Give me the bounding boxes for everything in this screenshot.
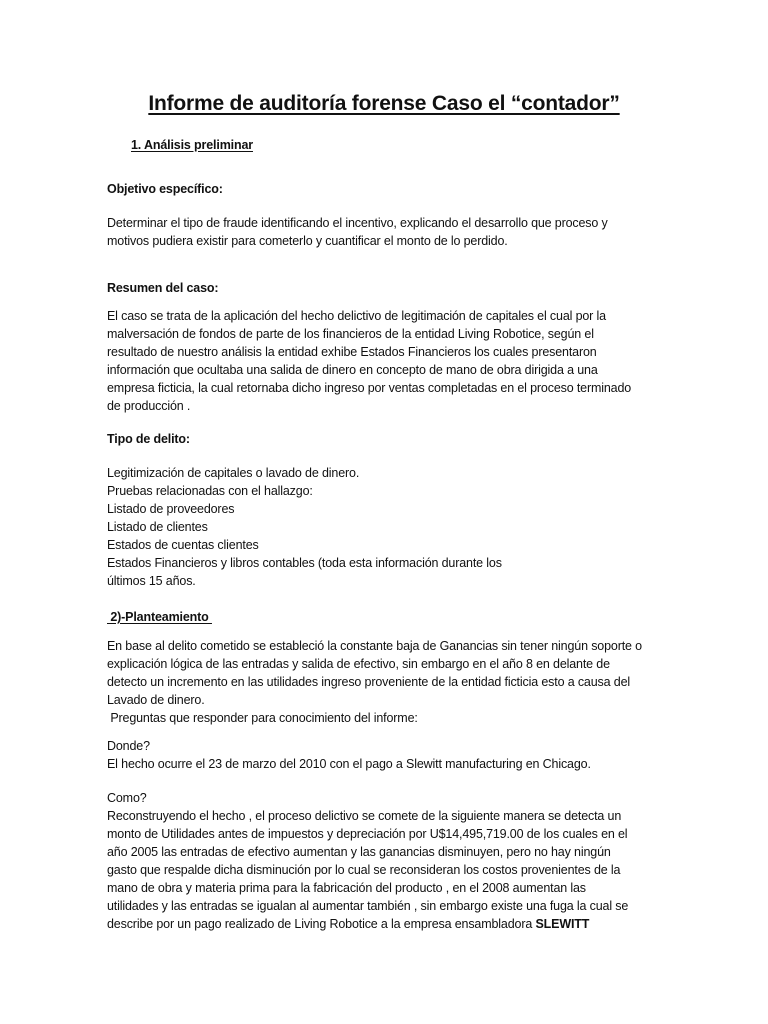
resumen-line: información que ocultaba una salida de dinero en concepto de mano de obra dirigida a una bbox=[107, 363, 598, 377]
section-1-heading: 1. Análisis preliminar bbox=[131, 138, 253, 152]
como-line: utilidades y las entradas se igualan al aumentar también , sin embargo existe una fuga la cual se bbox=[107, 899, 629, 913]
planteamiento-line: Lavado de dinero. bbox=[107, 693, 205, 707]
tipo-delito-list bbox=[107, 464, 682, 590]
como-line: año 2005 las entradas de efectivo aumentan y las ganancias disminuyen, pero no hay ningún bbox=[107, 845, 611, 859]
resumen-line: empresa ficticia, la cual retornaba dicho ingreso por ventas completadas en el proceso terminado bbox=[107, 381, 632, 395]
resumen-line: El caso se trata de la aplicación del hecho delictivo de legitimación de capitales el cual por la bbox=[107, 309, 606, 323]
planteamiento-line: detecto un incremento en las utilidades ingreso proveniente de la entidad ficticia esto a causa del bbox=[107, 675, 630, 689]
objetivo-line: motivos pudiera existir para cometerlo y cuantificar el monto de lo perdido. bbox=[107, 234, 508, 248]
resumen-paragraph bbox=[107, 307, 682, 415]
donde-heading: Donde? bbox=[107, 739, 150, 753]
tipo-delito-line: Listado de proveedores bbox=[107, 502, 235, 516]
section-2-heading: 2)-Planteamiento bbox=[107, 610, 212, 624]
objetivo-line: Determinar el tipo de fraude identificando el incentivo, explicando el desarrollo que proceso y bbox=[107, 216, 608, 230]
tipo-delito-line: Pruebas relacionadas con el hallazgo: bbox=[107, 484, 313, 498]
resumen-line: malversación de fondos de parte de los financieros de la entidad Living Robotice, según el bbox=[107, 327, 594, 341]
como-block bbox=[107, 789, 682, 933]
objetivo-paragraph bbox=[107, 214, 682, 250]
como-line: monto de Utilidades antes de impuestos y depreciación por U$14,495,719.00 de los cuales en el bbox=[107, 827, 628, 841]
document-title: Informe de auditoría forense Caso el “contador” bbox=[148, 92, 620, 115]
tipo-delito-line: Listado de clientes bbox=[107, 520, 208, 534]
planteamiento-paragraph bbox=[107, 637, 682, 727]
tipo-delito-line: Legitimización de capitales o lavado de dinero. bbox=[107, 466, 360, 480]
como-line: mano de obra y materia prima para la fabricación del producto , en el 2008 aumentan las bbox=[107, 881, 586, 895]
resumen-line: resultado de nuestro análisis la entidad exhibe Estados Financieros los cuales presentaron bbox=[107, 345, 597, 359]
planteamiento-line: Preguntas que responder para conocimiento del informe: bbox=[107, 711, 418, 725]
objetivo-heading: Objetivo específico: bbox=[107, 182, 223, 196]
tipo-delito-line: Estados de cuentas clientes bbox=[107, 538, 259, 552]
resumen-line: de producción . bbox=[107, 399, 191, 413]
como-line: Reconstruyendo el hecho , el proceso delictivo se comete de la siguiente manera se detecta un bbox=[107, 809, 622, 823]
como-line: gasto que respalde dicha disminución por lo cual se reconsideran los costos provenientes de la bbox=[107, 863, 621, 877]
tipo-delito-line: últimos 15 años. bbox=[107, 574, 196, 588]
tipo-delito-line: Estados Financieros y libros contables (toda esta información durante los bbox=[107, 556, 502, 570]
resumen-heading: Resumen del caso: bbox=[107, 281, 219, 295]
donde-block bbox=[107, 737, 682, 773]
tipo-delito-heading: Tipo de delito: bbox=[107, 432, 190, 446]
como-last-line-text: describe por un pago realizado de Living Robotice a la empresa ensambladora bbox=[107, 917, 536, 931]
planteamiento-line: En base al delito cometido se estableció la constante baja de Ganancias sin tener ningún soporte o bbox=[107, 639, 642, 653]
donde-line: El hecho ocurre el 23 de marzo del 2010 con el pago a Slewitt manufacturing en Chicago. bbox=[107, 757, 591, 771]
como-last-line bbox=[107, 915, 682, 933]
planteamiento-line: explicación lógica de las entradas y salida de efectivo, sin embargo en el año 8 en delante de bbox=[107, 657, 610, 671]
como-heading: Como? bbox=[107, 791, 147, 805]
slewitt-bold-text: SLEWITT bbox=[535, 917, 590, 931]
